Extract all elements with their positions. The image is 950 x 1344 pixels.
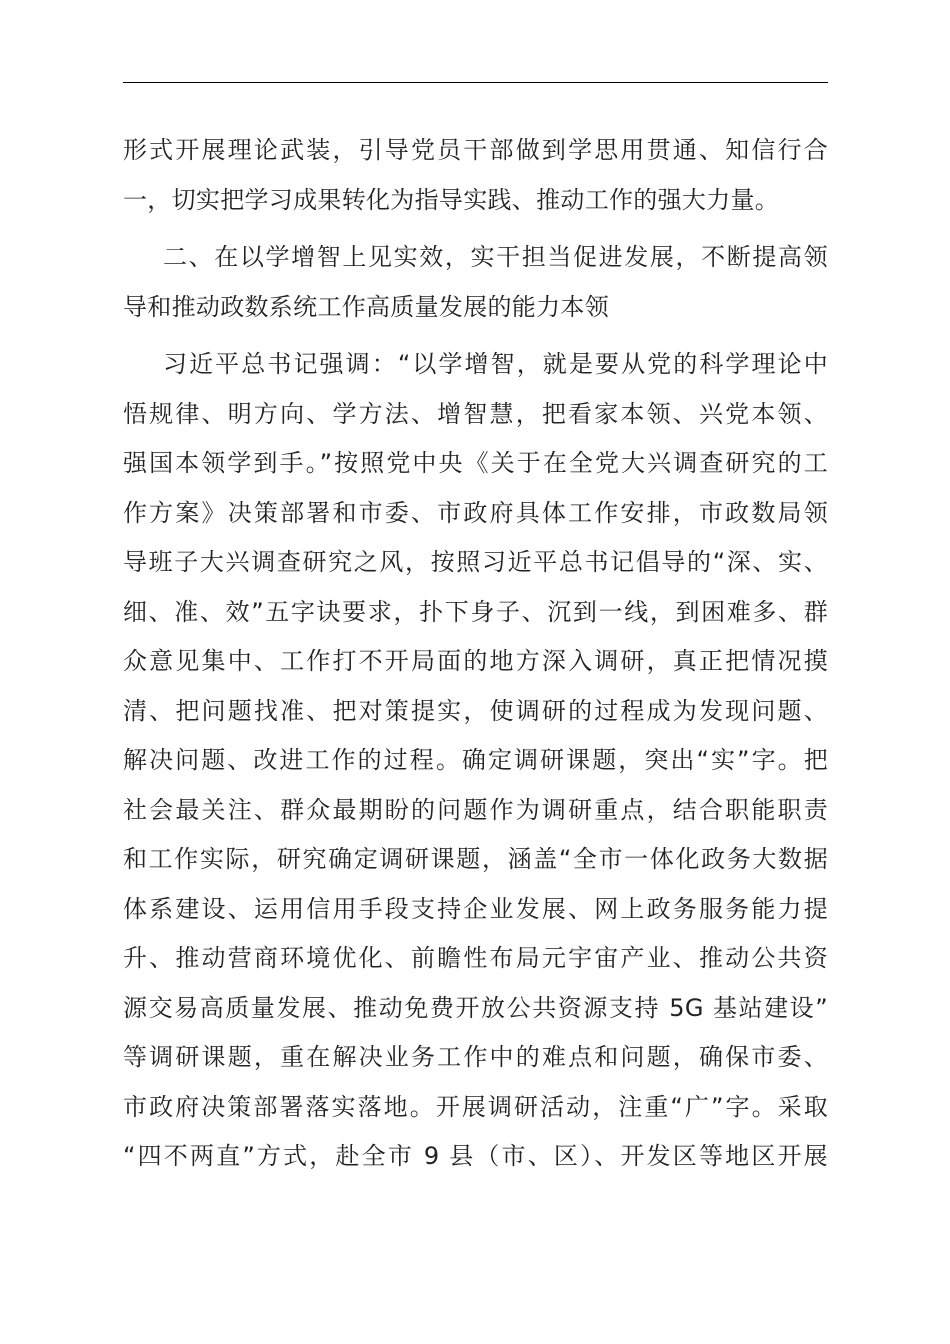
text-line: 源交易高质量发展、推动免费开放公共资源支持 5G 基站建设” — [123, 993, 828, 1022]
text-line: 强国本领学到手。”按照党中央《关于在全党大兴调查研究的工 — [123, 449, 828, 477]
text-line: 悟规律、明方向、学方法、增智慧，把看家本领、兴党本领、 — [123, 399, 828, 428]
heading-line: 二、在以学增智上见实效，实干担当促进发展，不断提高领 — [163, 243, 828, 271]
text-line: 习近平总书记强调：“以学增智，就是要从党的科学理论中 — [163, 350, 828, 378]
text-line: 市政府决策部署落实落地。开展调研活动，注重“广”字。采取 — [123, 1092, 828, 1121]
document-body — [123, 126, 828, 1182]
header-rule — [123, 82, 828, 83]
section-heading — [123, 233, 828, 332]
text-line: 和工作实际，研究确定调研课题，涵盖“全市一体化政务大数据 — [123, 845, 828, 873]
text-line: 一，切实把学习成果转化为指导实践、推动工作的强大力量。 — [123, 185, 780, 214]
text-line: 众意见集中、工作打不开局面的地方深入调研，真正把情况摸 — [123, 647, 828, 675]
text-line: 清、把问题找准、把对策提实，使调研的过程成为发现问题、 — [123, 696, 828, 725]
text-line: 社会最关注、群众最期盼的问题作为调研重点，结合职能职责 — [123, 795, 828, 824]
paragraph-body — [123, 340, 828, 1182]
text-line: 等调研课题，重在解决业务工作中的难点和问题，确保市委、 — [123, 1043, 828, 1071]
text-line: 作方案》决策部署和市委、市政府具体工作安排，市政数局领 — [123, 498, 828, 527]
text-line: 体系建设、运用信用手段支持企业发展、网上政务服务能力提 — [123, 894, 828, 923]
text-line: 导班子大兴调查研究之风，按照习近平总书记倡导的“深、实、 — [123, 548, 828, 576]
text-line: 形式开展理论武装，引导党员干部做到学思用贯通、知信行合 — [123, 136, 828, 164]
text-line: “四不两直”方式，赴全市 9 县（市、区）、开发区等地区开展 — [123, 1142, 828, 1170]
heading-line: 导和推动政数系统工作高质量发展的能力本领 — [123, 292, 609, 321]
text-line: 升、推动营商环境优化、前瞻性布局元宇宙产业、推动公共资 — [123, 944, 828, 972]
paragraph-continuation — [123, 126, 828, 225]
text-line: 细、准、效”五字诀要求，扑下身子、沉到一线，到困难多、群 — [123, 597, 828, 626]
text-line: 解决问题、改进工作的过程。确定调研课题，突出“实”字。把 — [123, 746, 828, 774]
